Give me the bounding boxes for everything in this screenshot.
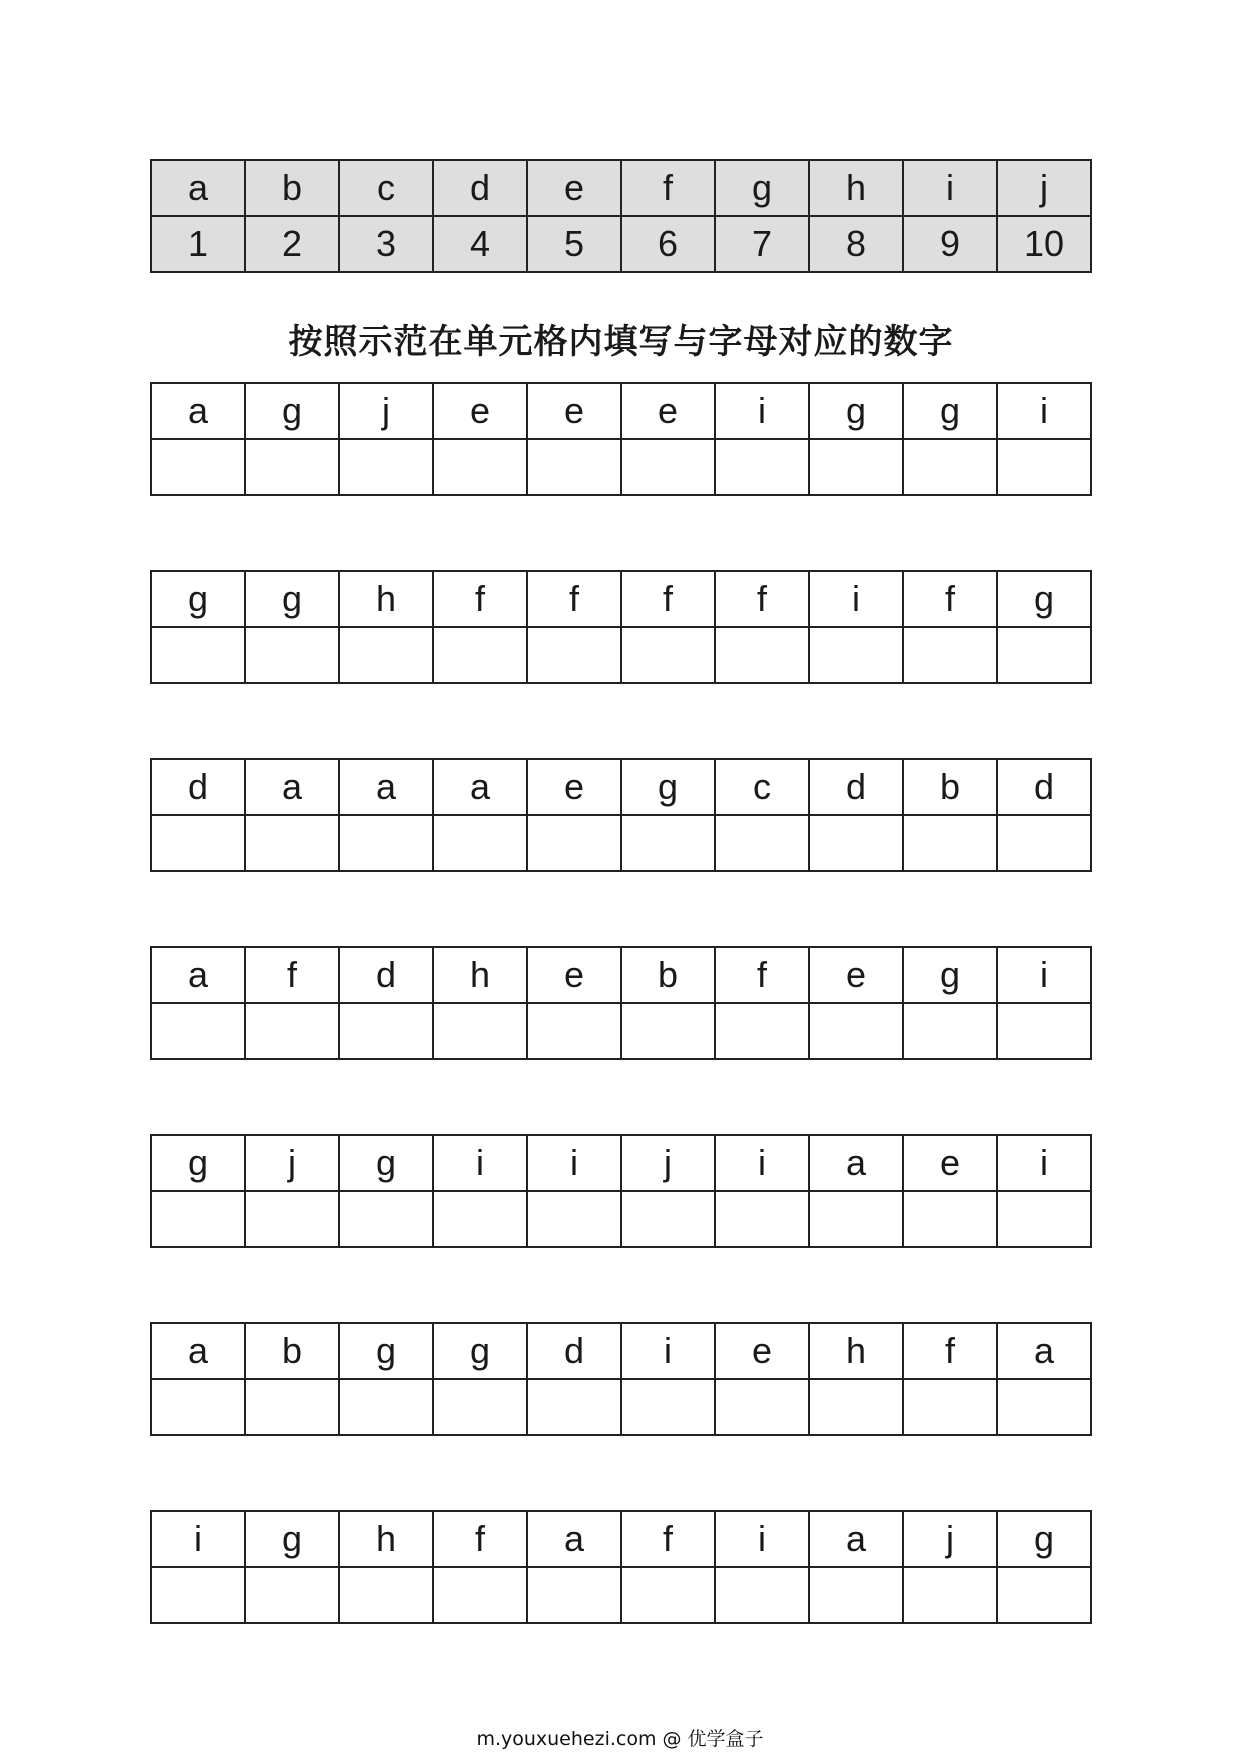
key-number-cell: 2	[245, 216, 339, 272]
exercise-letter-cell: g	[433, 1323, 527, 1379]
key-number-cell: 4	[433, 216, 527, 272]
answer-cell[interactable]	[433, 439, 527, 495]
exercise-letter-cell: g	[245, 383, 339, 439]
exercise-letter-cell: i	[151, 1511, 245, 1567]
exercise-letter-row	[151, 383, 1091, 439]
answer-cell[interactable]	[245, 1191, 339, 1247]
key-number-cell: 1	[151, 216, 245, 272]
exercise-table	[150, 570, 1092, 684]
exercise-table	[150, 1134, 1092, 1248]
exercise-letter-row	[151, 947, 1091, 1003]
answer-cell[interactable]	[715, 1567, 809, 1623]
answer-cell[interactable]	[715, 815, 809, 871]
exercise-letter-cell: j	[903, 1511, 997, 1567]
answer-cell[interactable]	[809, 1003, 903, 1059]
answer-cell[interactable]	[621, 1379, 715, 1435]
key-letter-cell: i	[903, 160, 997, 216]
exercise-letter-cell: e	[527, 383, 621, 439]
exercise-table	[150, 1322, 1092, 1436]
answer-cell[interactable]	[433, 1567, 527, 1623]
key-letter-cell: a	[151, 160, 245, 216]
key-letter-cell: b	[245, 160, 339, 216]
exercise-letter-cell: a	[245, 759, 339, 815]
exercise-letter-cell: g	[245, 1511, 339, 1567]
answer-cell[interactable]	[715, 627, 809, 683]
answer-cell[interactable]	[997, 1379, 1091, 1435]
exercise-letter-row	[151, 1511, 1091, 1567]
answer-cell[interactable]	[997, 815, 1091, 871]
answer-cell[interactable]	[715, 1191, 809, 1247]
exercise-letter-cell: g	[809, 383, 903, 439]
answer-cell[interactable]	[339, 1003, 433, 1059]
exercise-letter-cell: i	[997, 1135, 1091, 1191]
answer-cell[interactable]	[339, 1379, 433, 1435]
answer-cell[interactable]	[809, 815, 903, 871]
answer-cell[interactable]	[151, 815, 245, 871]
footer-credit: m.youxuehezi.com @ 优学盒子	[476, 1728, 764, 1750]
exercise-letter-cell: e	[621, 383, 715, 439]
key-number-cell: 10	[997, 216, 1091, 272]
answer-cell[interactable]	[151, 1191, 245, 1247]
answer-cell[interactable]	[621, 1191, 715, 1247]
exercise-letter-cell: h	[339, 571, 433, 627]
answer-cell[interactable]	[245, 1379, 339, 1435]
exercise-answer-row	[151, 1003, 1091, 1059]
exercise-table	[150, 758, 1092, 872]
key-letter-cell: c	[339, 160, 433, 216]
answer-cell[interactable]	[339, 1567, 433, 1623]
exercise-table	[150, 946, 1092, 1060]
answer-cell[interactable]	[903, 1379, 997, 1435]
exercise-letter-cell: d	[151, 759, 245, 815]
key-number-row	[151, 216, 1091, 272]
exercise-answer-row	[151, 1379, 1091, 1435]
answer-cell[interactable]	[527, 1003, 621, 1059]
exercise-table	[150, 382, 1092, 496]
exercise-letter-cell: a	[809, 1511, 903, 1567]
answer-cell[interactable]	[903, 439, 997, 495]
exercise-letter-row	[151, 1323, 1091, 1379]
answer-cell[interactable]	[339, 815, 433, 871]
exercise-letter-cell: j	[245, 1135, 339, 1191]
answer-cell[interactable]	[715, 439, 809, 495]
answer-cell[interactable]	[809, 1191, 903, 1247]
exercise-letter-cell: i	[997, 383, 1091, 439]
exercise-letter-row	[151, 571, 1091, 627]
exercise-letter-cell: d	[339, 947, 433, 1003]
answer-cell[interactable]	[527, 815, 621, 871]
exercise-letter-cell: i	[715, 1135, 809, 1191]
answer-cell[interactable]	[621, 1567, 715, 1623]
exercise-letter-cell: g	[151, 1135, 245, 1191]
exercise-letter-cell: f	[245, 947, 339, 1003]
exercise-letter-cell: g	[151, 571, 245, 627]
answer-cell[interactable]	[527, 1191, 621, 1247]
exercise-letter-cell: i	[809, 571, 903, 627]
answer-cell[interactable]	[903, 815, 997, 871]
exercise-letter-cell: j	[339, 383, 433, 439]
answer-cell[interactable]	[527, 1379, 621, 1435]
exercise-letter-cell: h	[339, 1511, 433, 1567]
exercise-letter-cell: a	[339, 759, 433, 815]
answer-cell[interactable]	[903, 1003, 997, 1059]
key-letter-cell: e	[527, 160, 621, 216]
answer-cell[interactable]	[621, 1003, 715, 1059]
exercise-letter-cell: e	[715, 1323, 809, 1379]
exercise-letter-cell: a	[151, 383, 245, 439]
key-number-cell: 9	[903, 216, 997, 272]
answer-cell[interactable]	[997, 1191, 1091, 1247]
exercise-letter-cell: g	[903, 947, 997, 1003]
answer-cell[interactable]	[903, 627, 997, 683]
exercise-letter-cell: i	[433, 1135, 527, 1191]
key-letter-row	[151, 160, 1091, 216]
answer-cell[interactable]	[621, 439, 715, 495]
exercise-letter-cell: g	[339, 1135, 433, 1191]
exercise-letter-cell: a	[151, 947, 245, 1003]
exercise-letter-cell: i	[715, 383, 809, 439]
answer-cell[interactable]	[151, 439, 245, 495]
exercise-letter-cell: c	[715, 759, 809, 815]
answer-cell[interactable]	[245, 439, 339, 495]
exercise-answer-row	[151, 439, 1091, 495]
answer-cell[interactable]	[527, 627, 621, 683]
exercise-letter-cell: f	[621, 1511, 715, 1567]
key-table	[150, 159, 1092, 273]
answer-cell[interactable]	[245, 815, 339, 871]
exercise-letter-cell: b	[245, 1323, 339, 1379]
exercise-answer-row	[151, 1191, 1091, 1247]
answer-cell[interactable]	[715, 1379, 809, 1435]
exercise-letter-cell: e	[433, 383, 527, 439]
exercise-letter-cell: i	[527, 1135, 621, 1191]
exercise-letter-cell: a	[527, 1511, 621, 1567]
key-letter-cell: f	[621, 160, 715, 216]
answer-cell[interactable]	[809, 439, 903, 495]
exercise-letter-cell: e	[809, 947, 903, 1003]
answer-cell[interactable]	[715, 1003, 809, 1059]
key-number-cell: 3	[339, 216, 433, 272]
exercise-letter-cell: g	[997, 1511, 1091, 1567]
key-letter-cell: h	[809, 160, 903, 216]
answer-cell[interactable]	[997, 1567, 1091, 1623]
exercise-letter-cell: h	[433, 947, 527, 1003]
exercise-letter-cell: i	[621, 1323, 715, 1379]
answer-cell[interactable]	[809, 1379, 903, 1435]
exercise-letter-cell: g	[339, 1323, 433, 1379]
key-number-cell: 5	[527, 216, 621, 272]
exercise-letter-cell: a	[809, 1135, 903, 1191]
answer-cell[interactable]	[527, 439, 621, 495]
key-letter-cell: d	[433, 160, 527, 216]
answer-cell[interactable]	[433, 815, 527, 871]
answer-cell[interactable]	[997, 627, 1091, 683]
exercise-answer-row	[151, 1567, 1091, 1623]
answer-cell[interactable]	[527, 1567, 621, 1623]
answer-cell[interactable]	[151, 1567, 245, 1623]
answer-cell[interactable]	[433, 1003, 527, 1059]
exercise-letter-cell: d	[809, 759, 903, 815]
exercise-answer-row	[151, 815, 1091, 871]
answer-cell[interactable]	[245, 627, 339, 683]
exercise-letter-cell: f	[527, 571, 621, 627]
key-number-cell: 8	[809, 216, 903, 272]
exercise-answer-row	[151, 627, 1091, 683]
exercise-letter-cell: e	[903, 1135, 997, 1191]
answer-cell[interactable]	[433, 1379, 527, 1435]
answer-cell[interactable]	[809, 1567, 903, 1623]
answer-cell[interactable]	[339, 439, 433, 495]
exercise-letter-cell: i	[997, 947, 1091, 1003]
key-number-cell: 7	[715, 216, 809, 272]
exercise-letter-cell: b	[903, 759, 997, 815]
exercise-letter-cell: f	[903, 1323, 997, 1379]
answer-cell[interactable]	[339, 1191, 433, 1247]
exercise-letter-cell: j	[621, 1135, 715, 1191]
exercise-letter-row	[151, 759, 1091, 815]
exercise-letter-cell: f	[715, 571, 809, 627]
exercise-letter-cell: f	[621, 571, 715, 627]
exercise-letter-cell: f	[715, 947, 809, 1003]
key-letter-cell: j	[997, 160, 1091, 216]
key-letter-cell: g	[715, 160, 809, 216]
exercise-letter-cell: a	[433, 759, 527, 815]
answer-cell[interactable]	[809, 627, 903, 683]
answer-cell[interactable]	[245, 1567, 339, 1623]
answer-cell[interactable]	[151, 1003, 245, 1059]
answer-cell[interactable]	[903, 1567, 997, 1623]
instruction-heading: 按照示范在单元格内填写与字母对应的数字	[288, 322, 954, 362]
key-number-cell: 6	[621, 216, 715, 272]
exercise-letter-cell: g	[245, 571, 339, 627]
exercise-letter-cell: a	[997, 1323, 1091, 1379]
exercise-letter-cell: i	[715, 1511, 809, 1567]
exercise-letter-cell: e	[527, 759, 621, 815]
answer-cell[interactable]	[433, 1191, 527, 1247]
exercise-letter-cell: b	[621, 947, 715, 1003]
answer-cell[interactable]	[997, 439, 1091, 495]
exercise-letter-cell: h	[809, 1323, 903, 1379]
exercise-letter-cell: f	[903, 571, 997, 627]
answer-cell[interactable]	[433, 627, 527, 683]
exercise-letter-cell: g	[997, 571, 1091, 627]
exercise-letter-cell: g	[621, 759, 715, 815]
answer-cell[interactable]	[621, 815, 715, 871]
answer-cell[interactable]	[339, 627, 433, 683]
answer-cell[interactable]	[621, 627, 715, 683]
answer-cell[interactable]	[151, 1379, 245, 1435]
exercise-letter-row	[151, 1135, 1091, 1191]
exercise-table	[150, 1510, 1092, 1624]
exercise-letter-cell: f	[433, 1511, 527, 1567]
answer-cell[interactable]	[151, 627, 245, 683]
exercise-letter-cell: a	[151, 1323, 245, 1379]
exercise-letter-cell: f	[433, 571, 527, 627]
exercise-letter-cell: d	[527, 1323, 621, 1379]
answer-cell[interactable]	[997, 1003, 1091, 1059]
answer-cell[interactable]	[245, 1003, 339, 1059]
exercise-letter-cell: g	[903, 383, 997, 439]
exercise-letter-cell: e	[527, 947, 621, 1003]
exercise-letter-cell: d	[997, 759, 1091, 815]
answer-cell[interactable]	[903, 1191, 997, 1247]
